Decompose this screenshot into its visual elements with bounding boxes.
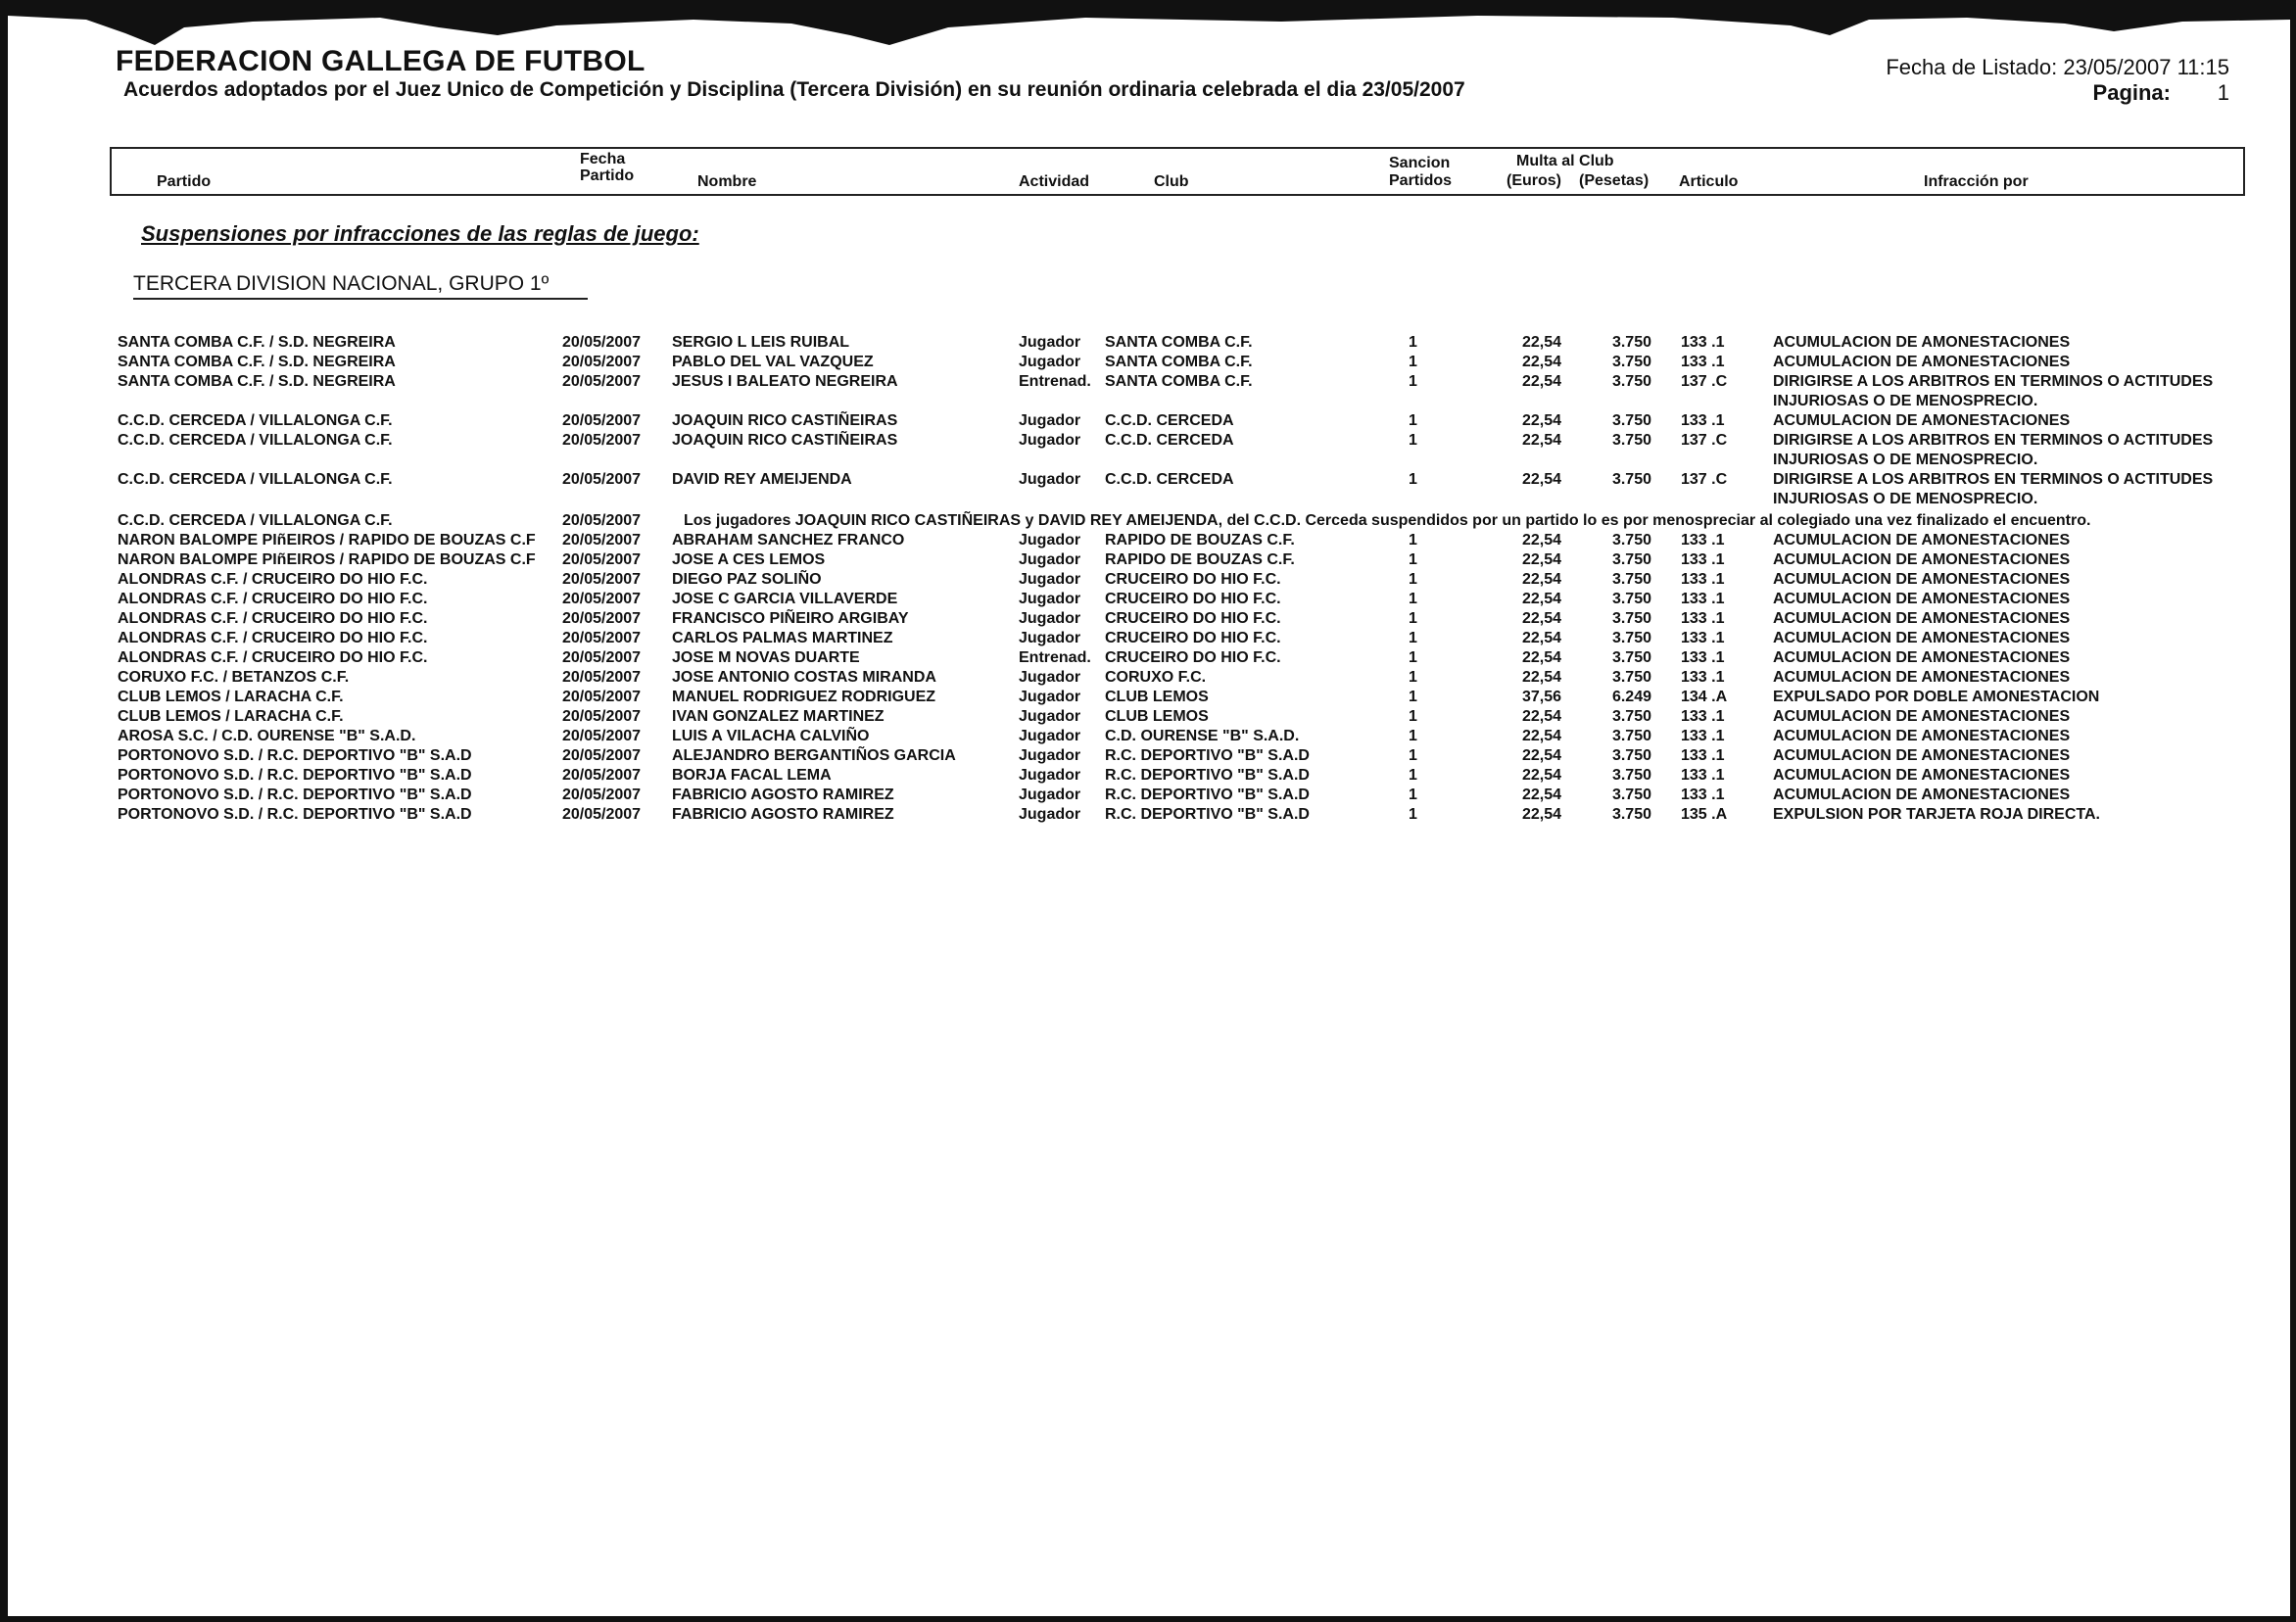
cell-sancion: 1 [1409, 471, 1417, 488]
cell-articulo: 133 .1 [1681, 630, 1725, 646]
cell-articulo: 133 .1 [1681, 610, 1725, 627]
cell-sancion: 1 [1409, 728, 1417, 744]
cell-nombre: FABRICIO AGOSTO RAMIREZ [672, 787, 894, 803]
cell-club: SANTA COMBA C.F. [1105, 373, 1253, 390]
cell-actividad: Jugador [1019, 432, 1081, 449]
cell-actividad: Entrenad. [1019, 373, 1091, 390]
cell-euros: 22,54 [1521, 532, 1561, 549]
cell-sancion: 1 [1409, 787, 1417, 803]
cell-nombre: JOSE ANTONIO COSTAS MIRANDA [672, 669, 936, 686]
cell-actividad: Jugador [1019, 412, 1081, 429]
page-indicator [2093, 80, 2229, 106]
col-actividad: Actividad [1019, 173, 1090, 190]
table-row [8, 333, 2290, 353]
cell-sancion: 1 [1409, 669, 1417, 686]
cell-pesetas: 3.750 [1611, 787, 1651, 803]
cell-nombre: PABLO DEL VAL VAZQUEZ [672, 354, 874, 370]
cell-infraccion: ACUMULACION DE AMONESTACIONES [1773, 532, 2071, 549]
cell-club: C.C.D. CERCEDA [1105, 471, 1234, 488]
cell-sancion: 1 [1409, 532, 1417, 549]
cell-fecha: 20/05/2007 [562, 787, 642, 803]
cell-partido: CLUB LEMOS / LARACHA C.F. [118, 689, 344, 705]
cell-actividad: Jugador [1019, 532, 1081, 549]
cell-actividad: Jugador [1019, 747, 1081, 764]
cell-infraccion: ACUMULACION DE AMONESTACIONES [1773, 334, 2071, 351]
col-partido: Partido [157, 173, 212, 190]
listing-date: Fecha de Listado: 23/05/2007 11:15 [1886, 55, 2229, 79]
cell-partido: ALONDRAS C.F. / CRUCEIRO DO HIO F.C. [118, 591, 428, 607]
column-header-box [110, 147, 2245, 196]
cell-club: R.C. DEPORTIVO "B" S.A.D [1105, 806, 1310, 823]
col-fecha: Fecha [580, 151, 626, 167]
table-row [8, 470, 2290, 507]
cell-club: CRUCEIRO DO HIO F.C. [1105, 630, 1281, 646]
cell-nombre: FRANCISCO PIÑEIRO ARGIBAY [672, 610, 909, 627]
cell-club: CRUCEIRO DO HIO F.C. [1105, 649, 1281, 666]
cell-euros: 22,54 [1521, 747, 1561, 764]
cell-articulo: 137 .C [1681, 373, 1728, 390]
cell-articulo: 133 .1 [1681, 728, 1725, 744]
table-row [8, 727, 2290, 746]
cell-nombre: DIEGO PAZ SOLIÑO [672, 571, 822, 588]
cell-articulo: 133 .1 [1681, 591, 1725, 607]
note-partido: C.C.D. CERCEDA / VILLALONGA C.F. [118, 512, 393, 529]
cell-pesetas: 3.750 [1611, 354, 1651, 370]
cell-fecha: 20/05/2007 [562, 630, 642, 646]
cell-pesetas: 3.750 [1611, 669, 1651, 686]
cell-nombre: JOSE M NOVAS DUARTE [672, 649, 860, 666]
cell-infraccion: ACUMULACION DE AMONESTACIONES [1773, 767, 2071, 784]
cell-pesetas: 3.750 [1611, 708, 1651, 725]
cell-partido: ALONDRAS C.F. / CRUCEIRO DO HIO F.C. [118, 630, 428, 646]
cell-nombre: MANUEL RODRIGUEZ RODRIGUEZ [672, 689, 936, 705]
cell-infraccion: ACUMULACION DE AMONESTACIONES [1773, 551, 2071, 568]
col-multa: Multa al Club [1516, 153, 1614, 169]
cell-articulo: 133 .1 [1681, 571, 1725, 588]
cell-nombre: JOAQUIN RICO CASTIÑEIRAS [672, 412, 898, 429]
cell-euros: 22,54 [1521, 728, 1561, 744]
cell-actividad: Jugador [1019, 806, 1081, 823]
cell-nombre: IVAN GONZALEZ MARTINEZ [672, 708, 885, 725]
cell-articulo: 133 .1 [1681, 708, 1725, 725]
cell-actividad: Jugador [1019, 689, 1081, 705]
col-fecha-partido: Partido [580, 167, 635, 184]
table-row [8, 353, 2290, 372]
cell-partido: PORTONOVO S.D. / R.C. DEPORTIVO "B" S.A.D [118, 806, 472, 823]
table-row [8, 746, 2290, 766]
cell-actividad: Jugador [1019, 551, 1081, 568]
cell-club: RAPIDO DE BOUZAS C.F. [1105, 551, 1295, 568]
col-euros: (Euros) [1507, 172, 1561, 189]
cell-partido: ALONDRAS C.F. / CRUCEIRO DO HIO F.C. [118, 571, 428, 588]
table-row [8, 590, 2290, 609]
section-title: Suspensiones por infracciones de las reglas de juego: [141, 221, 699, 246]
cell-sancion: 1 [1409, 571, 1417, 588]
cell-pesetas: 3.750 [1611, 649, 1651, 666]
cell-infraccion: ACUMULACION DE AMONESTACIONES [1773, 708, 2071, 725]
cell-partido: C.C.D. CERCEDA / VILLALONGA C.F. [118, 412, 393, 429]
cell-nombre: JOAQUIN RICO CASTIÑEIRAS [672, 432, 898, 449]
cell-nombre: SERGIO L LEIS RUIBAL [672, 334, 850, 351]
table-row [8, 668, 2290, 688]
cell-actividad: Jugador [1019, 708, 1081, 725]
cell-actividad: Jugador [1019, 728, 1081, 744]
cell-actividad: Jugador [1019, 669, 1081, 686]
note-row [8, 511, 2290, 531]
cell-infraccion: ACUMULACION DE AMONESTACIONES [1773, 669, 2071, 686]
cell-articulo: 133 .1 [1681, 334, 1725, 351]
page-number: 1 [2217, 80, 2229, 105]
cell-pesetas: 3.750 [1611, 373, 1651, 390]
cell-partido: PORTONOVO S.D. / R.C. DEPORTIVO "B" S.A.D [118, 767, 472, 784]
cell-nombre: JOSE C GARCIA VILLAVERDE [672, 591, 898, 607]
cell-actividad: Jugador [1019, 471, 1081, 488]
cell-infraccion: ACUMULACION DE AMONESTACIONES [1773, 747, 2071, 764]
cell-euros: 22,54 [1521, 571, 1561, 588]
cell-nombre: ALEJANDRO BERGANTIÑOS GARCIA [672, 747, 956, 764]
cell-infraccion: ACUMULACION DE AMONESTACIONES [1773, 630, 2071, 646]
cell-articulo: 133 .1 [1681, 649, 1725, 666]
cell-actividad: Jugador [1019, 630, 1081, 646]
table-row [8, 707, 2290, 727]
cell-euros: 22,54 [1521, 551, 1561, 568]
cell-sancion: 1 [1409, 806, 1417, 823]
table-row [8, 688, 2290, 707]
cell-actividad: Jugador [1019, 354, 1081, 370]
cell-fecha: 20/05/2007 [562, 532, 642, 549]
cell-club: C.C.D. CERCEDA [1105, 412, 1234, 429]
cell-partido: PORTONOVO S.D. / R.C. DEPORTIVO "B" S.A.D [118, 747, 472, 764]
cell-sancion: 1 [1409, 689, 1417, 705]
cell-partido: PORTONOVO S.D. / R.C. DEPORTIVO "B" S.A.D [118, 787, 472, 803]
cell-sancion: 1 [1409, 610, 1417, 627]
cell-partido: AROSA S.C. / C.D. OURENSE "B" S.A.D. [118, 728, 416, 744]
cell-sancion: 1 [1409, 334, 1417, 351]
cell-actividad: Jugador [1019, 610, 1081, 627]
cell-fecha: 20/05/2007 [562, 767, 642, 784]
cell-infraccion: ACUMULACION DE AMONESTACIONES [1773, 728, 2071, 744]
cell-club: SANTA COMBA C.F. [1105, 334, 1253, 351]
cell-club: CRUCEIRO DO HIO F.C. [1105, 610, 1281, 627]
col-sancion-partidos: Partidos [1389, 172, 1453, 189]
cell-partido: SANTA COMBA C.F. / S.D. NEGREIRA [118, 334, 396, 351]
cell-actividad: Entrenad. [1019, 649, 1091, 666]
cell-euros: 22,54 [1521, 649, 1561, 666]
cell-infraccion: ACUMULACION DE AMONESTACIONES [1773, 571, 2071, 588]
cell-nombre: JESUS I BALEATO NEGREIRA [672, 373, 898, 390]
cell-euros: 22,54 [1521, 708, 1561, 725]
cell-nombre: FABRICIO AGOSTO RAMIREZ [672, 806, 894, 823]
cell-partido: ALONDRAS C.F. / CRUCEIRO DO HIO F.C. [118, 610, 428, 627]
cell-euros: 22,54 [1521, 412, 1561, 429]
cell-partido: NARON BALOMPE PIñEIROS / RAPIDO DE BOUZAS C.F [118, 551, 536, 568]
cell-euros: 37,56 [1521, 689, 1561, 705]
cell-sancion: 1 [1409, 551, 1417, 568]
cell-fecha: 20/05/2007 [562, 610, 642, 627]
cell-euros: 22,54 [1521, 591, 1561, 607]
table-row [8, 629, 2290, 648]
col-club: Club [1154, 173, 1189, 190]
cell-euros: 22,54 [1521, 610, 1561, 627]
cell-pesetas: 3.750 [1611, 747, 1651, 764]
cell-actividad: Jugador [1019, 767, 1081, 784]
cell-fecha: 20/05/2007 [562, 591, 642, 607]
cell-euros: 22,54 [1521, 334, 1561, 351]
cell-euros: 22,54 [1521, 354, 1561, 370]
cell-pesetas: 3.750 [1611, 767, 1651, 784]
cell-pesetas: 3.750 [1611, 806, 1651, 823]
cell-actividad: Jugador [1019, 787, 1081, 803]
cell-articulo: 133 .1 [1681, 747, 1725, 764]
cell-pesetas: 3.750 [1611, 551, 1651, 568]
col-articulo: Articulo [1679, 173, 1739, 190]
cell-euros: 22,54 [1521, 471, 1561, 488]
cell-club: R.C. DEPORTIVO "B" S.A.D [1105, 787, 1310, 803]
cell-euros: 22,54 [1521, 669, 1561, 686]
cell-infraccion: DIRIGIRSE A LOS ARBITROS EN TERMINOS O ACTITUDES INJURIOSAS O DE MENOSPRECIO. [1773, 471, 2214, 507]
cell-fecha: 20/05/2007 [562, 412, 642, 429]
cell-partido: C.C.D. CERCEDA / VILLALONGA C.F. [118, 471, 393, 488]
cell-club: SANTA COMBA C.F. [1105, 354, 1253, 370]
cell-club: R.C. DEPORTIVO "B" S.A.D [1105, 767, 1310, 784]
cell-club: CLUB LEMOS [1105, 708, 1209, 725]
col-pesetas: (Pesetas) [1579, 172, 1650, 189]
cell-infraccion: ACUMULACION DE AMONESTACIONES [1773, 412, 2071, 429]
cell-partido: SANTA COMBA C.F. / S.D. NEGREIRA [118, 373, 396, 390]
cell-articulo: 134 .A [1681, 689, 1728, 705]
cell-articulo: 133 .1 [1681, 354, 1725, 370]
cell-infraccion: ACUMULACION DE AMONESTACIONES [1773, 354, 2071, 370]
group-title: TERCERA DIVISION NACIONAL, GRUPO 1º [133, 272, 588, 300]
cell-pesetas: 3.750 [1611, 334, 1651, 351]
cell-partido: CLUB LEMOS / LARACHA C.F. [118, 708, 344, 725]
cell-pesetas: 6.249 [1611, 689, 1651, 705]
cell-nombre: DAVID REY AMEIJENDA [672, 471, 852, 488]
cell-fecha: 20/05/2007 [562, 432, 642, 449]
cell-club: C.D. OURENSE "B" S.A.D. [1105, 728, 1300, 744]
cell-pesetas: 3.750 [1611, 532, 1651, 549]
document-page [8, 6, 2290, 1616]
col-infraccion: Infracción por [1924, 173, 2029, 190]
cell-articulo: 133 .1 [1681, 767, 1725, 784]
cell-fecha: 20/05/2007 [562, 728, 642, 744]
cell-articulo: 137 .C [1681, 471, 1728, 488]
cell-club: CLUB LEMOS [1105, 689, 1209, 705]
report-subtitle: Acuerdos adoptados por el Juez Unico de Competición y Disciplina (Tercera División) en su reunión ordinaria celebrada el dia 23/05/2007 [123, 78, 1465, 101]
cell-pesetas: 3.750 [1611, 432, 1651, 449]
cell-articulo: 133 .1 [1681, 412, 1725, 429]
cell-partido: SANTA COMBA C.F. / S.D. NEGREIRA [118, 354, 396, 370]
table-row [8, 531, 2290, 550]
col-nombre: Nombre [697, 173, 757, 190]
cell-fecha: 20/05/2007 [562, 471, 642, 488]
cell-fecha: 20/05/2007 [562, 354, 642, 370]
cell-sancion: 1 [1409, 591, 1417, 607]
cell-partido: ALONDRAS C.F. / CRUCEIRO DO HIO F.C. [118, 649, 428, 666]
table-row [8, 372, 2290, 409]
cell-partido: C.C.D. CERCEDA / VILLALONGA C.F. [118, 432, 393, 449]
cell-sancion: 1 [1409, 649, 1417, 666]
cell-euros: 22,54 [1521, 806, 1561, 823]
table-row [8, 550, 2290, 570]
cell-articulo: 135 .A [1681, 806, 1728, 823]
table-row [8, 570, 2290, 590]
table-row [8, 766, 2290, 786]
cell-club: C.C.D. CERCEDA [1105, 432, 1234, 449]
cell-euros: 22,54 [1521, 432, 1561, 449]
cell-pesetas: 3.750 [1611, 412, 1651, 429]
cell-euros: 22,54 [1521, 373, 1561, 390]
page-label: Pagina: [2092, 80, 2171, 105]
cell-pesetas: 3.750 [1611, 610, 1651, 627]
table-row [8, 609, 2290, 629]
cell-sancion: 1 [1409, 432, 1417, 449]
cell-fecha: 20/05/2007 [562, 571, 642, 588]
cell-actividad: Jugador [1019, 334, 1081, 351]
cell-nombre: LUIS A VILACHA CALVIÑO [672, 728, 870, 744]
cell-euros: 22,54 [1521, 787, 1561, 803]
cell-infraccion: EXPULSION POR TARJETA ROJA DIRECTA. [1773, 806, 2100, 823]
cell-pesetas: 3.750 [1611, 591, 1651, 607]
col-sancion: Sancion [1389, 155, 1451, 171]
cell-sancion: 1 [1409, 767, 1417, 784]
cell-sancion: 1 [1409, 412, 1417, 429]
cell-fecha: 20/05/2007 [562, 373, 642, 390]
cell-pesetas: 3.750 [1611, 728, 1651, 744]
cell-club: CORUXO F.C. [1105, 669, 1207, 686]
table-row [8, 648, 2290, 668]
cell-pesetas: 3.750 [1611, 471, 1651, 488]
cell-sancion: 1 [1409, 354, 1417, 370]
cell-pesetas: 3.750 [1611, 571, 1651, 588]
cell-fecha: 20/05/2007 [562, 747, 642, 764]
note-text: Los jugadores JOAQUIN RICO CASTIÑEIRAS y DAVID REY AMEIJENDA, del C.C.D. Cerceda suspendidos por un partido lo es por menospreciar al colegiado una vez finalizado el encuentro. [684, 512, 2091, 529]
cell-infraccion: ACUMULACION DE AMONESTACIONES [1773, 591, 2071, 607]
cell-nombre: CARLOS PALMAS MARTINEZ [672, 630, 893, 646]
table-row [8, 786, 2290, 805]
federation-title: FEDERACION GALLEGA DE FUTBOL [116, 45, 646, 77]
cell-infraccion: DIRIGIRSE A LOS ARBITROS EN TERMINOS O ACTITUDES INJURIOSAS O DE MENOSPRECIO. [1773, 432, 2214, 468]
cell-nombre: JOSE A CES LEMOS [672, 551, 826, 568]
cell-infraccion: ACUMULACION DE AMONESTACIONES [1773, 610, 2071, 627]
cell-club: CRUCEIRO DO HIO F.C. [1105, 591, 1281, 607]
cell-nombre: ABRAHAM SANCHEZ FRANCO [672, 532, 905, 549]
cell-articulo: 133 .1 [1681, 532, 1725, 549]
cell-partido: CORUXO F.C. / BETANZOS C.F. [118, 669, 350, 686]
cell-actividad: Jugador [1019, 571, 1081, 588]
cell-sancion: 1 [1409, 630, 1417, 646]
cell-actividad: Jugador [1019, 591, 1081, 607]
cell-sancion: 1 [1409, 747, 1417, 764]
cell-club: CRUCEIRO DO HIO F.C. [1105, 571, 1281, 588]
cell-fecha: 20/05/2007 [562, 649, 642, 666]
cell-pesetas: 3.750 [1611, 630, 1651, 646]
cell-fecha: 20/05/2007 [562, 806, 642, 823]
cell-club: RAPIDO DE BOUZAS C.F. [1105, 532, 1295, 549]
note-fecha: 20/05/2007 [562, 512, 642, 529]
cell-fecha: 20/05/2007 [562, 669, 642, 686]
cell-sancion: 1 [1409, 708, 1417, 725]
cell-articulo: 137 .C [1681, 432, 1728, 449]
cell-euros: 22,54 [1521, 630, 1561, 646]
cell-sancion: 1 [1409, 373, 1417, 390]
cell-nombre: BORJA FACAL LEMA [672, 767, 832, 784]
table-row [8, 805, 2290, 825]
cell-fecha: 20/05/2007 [562, 689, 642, 705]
cell-fecha: 20/05/2007 [562, 334, 642, 351]
cell-infraccion: ACUMULACION DE AMONESTACIONES [1773, 649, 2071, 666]
cell-articulo: 133 .1 [1681, 551, 1725, 568]
cell-club: R.C. DEPORTIVO "B" S.A.D [1105, 747, 1310, 764]
cell-fecha: 20/05/2007 [562, 708, 642, 725]
table-row [8, 411, 2290, 431]
cell-infraccion: DIRIGIRSE A LOS ARBITROS EN TERMINOS O ACTITUDES INJURIOSAS O DE MENOSPRECIO. [1773, 373, 2214, 409]
cell-fecha: 20/05/2007 [562, 551, 642, 568]
cell-infraccion: EXPULSADO POR DOBLE AMONESTACION [1773, 689, 2100, 705]
cell-articulo: 133 .1 [1681, 669, 1725, 686]
cell-infraccion: ACUMULACION DE AMONESTACIONES [1773, 787, 2071, 803]
cell-euros: 22,54 [1521, 767, 1561, 784]
table-row [8, 431, 2290, 468]
cell-articulo: 133 .1 [1681, 787, 1725, 803]
cell-partido: NARON BALOMPE PIñEIROS / RAPIDO DE BOUZAS C.F [118, 532, 536, 549]
